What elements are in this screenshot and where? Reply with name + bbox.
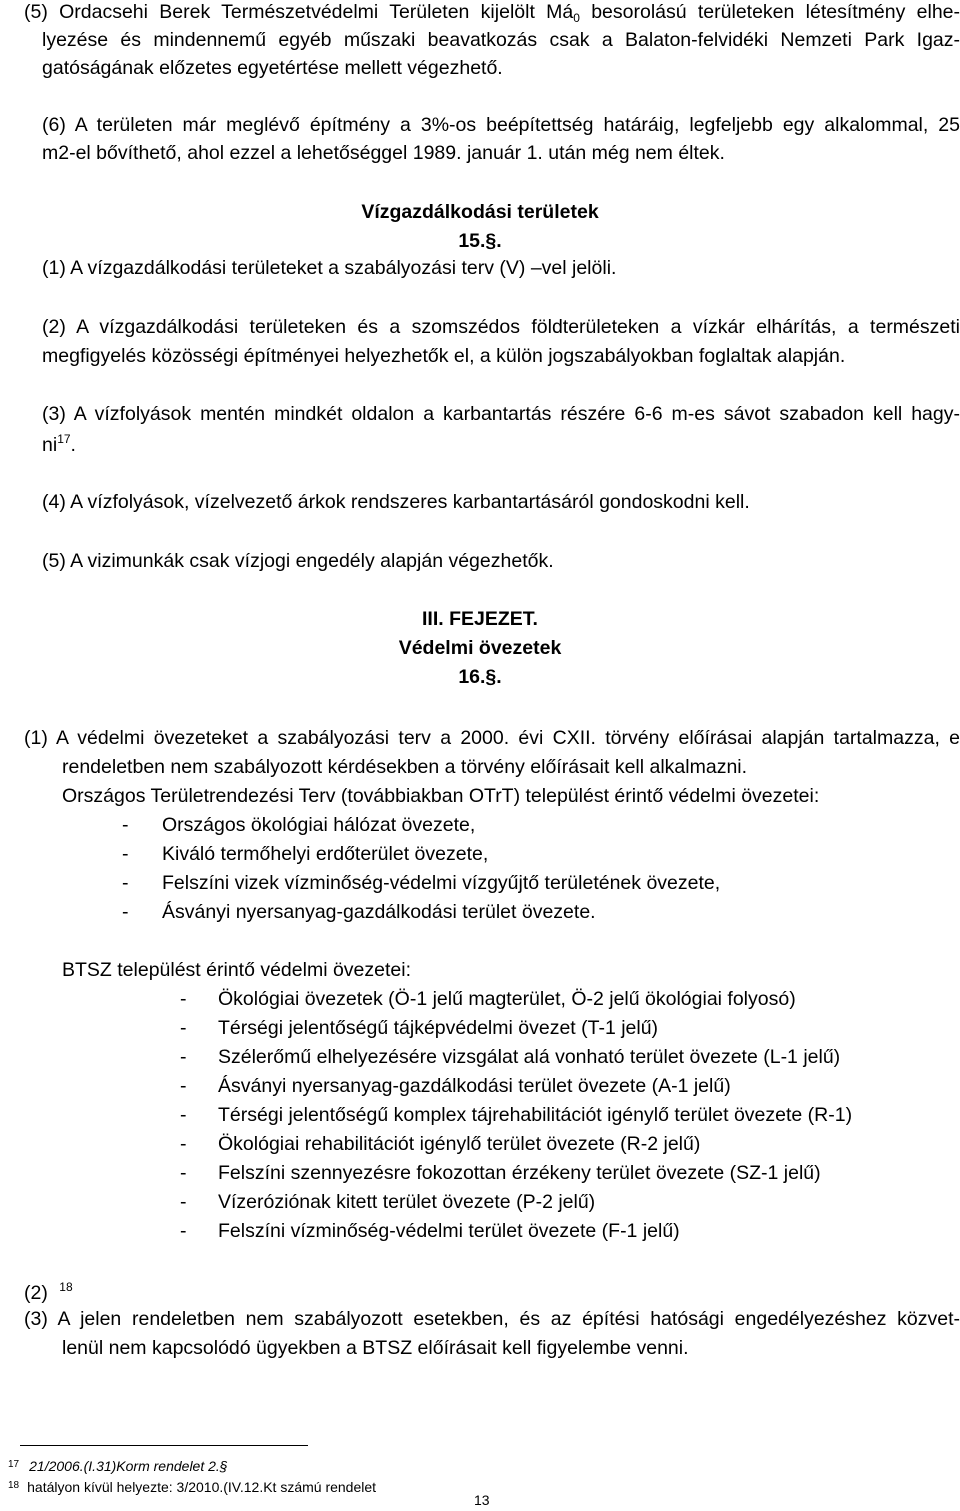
list-item: Felszíni vízminőség-védelmi terület övezete (F-1 jelű) [218,1220,680,1242]
list-item: Ásványi nyersanyag-gazdálkodási terület övezete (A-1 jelű) [218,1075,731,1097]
list-item: Térségi jelentőségű komplex tájrehabilitációt igénylő terület övezete (R-1) [218,1104,853,1126]
list-bullet: - [180,988,187,1010]
section-number-16: 16.§. [458,666,502,688]
paragraph-water-5: (5) A vizimunkák csak vízjogi engedély alapján végezhetők. [42,550,554,572]
list-bullet: - [122,814,129,836]
list-bullet: - [180,1191,187,1213]
list-item: Felszíni vizek vízminőség-védelmi vízgyűjtő területének övezete, [162,872,721,894]
paragraph-protect-1-line-1: (1) A védelmi övezeteket a szabályozási terv a 2000. évi CXII. törvény előírásai alapján tartalmazza, e [24,727,960,749]
paragraph-protect-3-line-2: lenül nem kapcsolódó ügyekben a BTSZ előírásait kell figyelembe venni. [62,1337,689,1359]
paragraph-15-5-line-1: (5) Ordacsehi Berek Természetvédelmi Területen kijelölt $Má_0$ besorolású területeken létesítmény elhe- [24,1,960,25]
paragraph-water-2-line-2: megfigyelés közösségi építményei helyezhetők el, a külön jogszabályokban foglaltak alapján. [42,345,846,367]
list-bullet: - [180,1220,187,1242]
paragraph-15-5-line-2: lyezése és mindennemű egyéb műszaki beavatkozás csak a Balaton-felvidéki Nemzeti Park Igaz- [42,29,960,51]
paragraph-15-6-line-1: (6) A területen már meglévő építmény a 3%-os beépítettség határáig, legfeljebb egy alkalommal, 25 [42,114,960,136]
paragraph-water-3-line-2: $ni^{17}$. [42,432,76,456]
chapter-subtitle: Védelmi övezetek [398,637,562,659]
footnote-17: $^{17}$ 21/2006.(I.31)Korm rendelet 2.§ [8,1458,228,1474]
paragraph-water-3-line-1: (3) A vízfolyások mentén mindkét oldalon a karbantartás részére 6-6 m-es sávot szabadon kell hagy- [42,403,960,425]
list-item: Szélerőmű elhelyezésére vizsgálat alá vonható terület övezete (L-1 jelű) [218,1046,841,1068]
list-bullet: - [180,1017,187,1039]
paragraph-protect-1-line-2: rendeletben nem szabályozott kérdésekben a törvény előírásait kell alkalmazni. [62,756,748,778]
otrt-intro: Országos Területrendezési Terv (továbbiakban OTrT) települést érintő védelmi övezetei: [62,785,820,807]
list-item: Kiváló termőhelyi erdőterület övezete, [162,843,489,865]
list-bullet: - [122,843,129,865]
list-bullet: - [122,901,129,923]
page-number: 13 [474,1492,490,1508]
footnote-ref-18: 18 [59,1280,73,1294]
paragraph-water-4: (4) A vízfolyások, vízelvezető árkok rendszeres karbantartásáról gondoskodni kell. [42,491,750,513]
list-item: Felszíni szennyezésre fokozottan érzékeny terület övezete (SZ-1 jelű) [218,1162,821,1184]
list-bullet: - [180,1046,187,1068]
list-bullet: - [180,1104,187,1126]
paragraph-water-2-line-1: (2) A vízgazdálkodási területeken és a szomszédos földterületeken a vízkár elhárítás, a természeti [42,316,960,338]
footnote-separator [20,1445,308,1446]
btsz-intro: BTSZ települést érintő védelmi övezetei: [62,959,412,981]
paragraph-protect-3-line-1: (3) A jelen rendeletben nem szabályozott esetekben, és az építési hatósági engedélyezéshez közvet- [24,1308,960,1330]
chapter-title: III. FEJEZET. [422,608,538,630]
list-item: Ásványi nyersanyag-gazdálkodási terület övezete. [162,901,596,923]
paragraph-15-5-line-3: gatóságának előzetes egyetértése mellett végezhető. [42,57,503,79]
list-bullet: - [180,1162,187,1184]
list-item: Ökológiai övezetek (Ö-1 jelű magterület, Ö-2 jelű ökológiai folyosó) [218,988,796,1010]
list-item: Vízeróziónak kitett terület övezete (P-2 jelű) [218,1191,596,1213]
list-item: Térségi jelentőségű tájképvédelmi övezet (T-1 jelű) [218,1017,659,1039]
section-number-15: 15.§. [458,230,502,252]
list-bullet: - [180,1075,187,1097]
list-item: Ökológiai rehabilitációt igénylő terület övezete (R-2 jelű) [218,1133,701,1155]
paragraph-protect-2: (2) $^{18}$ [24,1280,73,1304]
footnote-18: $^{18}$ hatályon kívül helyezte: 3/2010.(IV.12.Kt számú rendelet [8,1479,377,1495]
footnote-ref-17: 17 [57,432,71,446]
paragraph-15-6-line-2: m2-el bővíthető, ahol ezzel a lehetőséggel 1989. január 1. után még nem éltek. [42,142,725,164]
section-heading-water: Vízgazdálkodási területek [361,201,599,223]
paragraph-water-1: (1) A vízgazdálkodási területeket a szabályozási terv (V) –vel jelöli. [42,257,617,279]
list-item: Országos ökológiai hálózat övezete, [162,814,476,836]
list-bullet: - [122,872,129,894]
list-bullet: - [180,1133,187,1155]
